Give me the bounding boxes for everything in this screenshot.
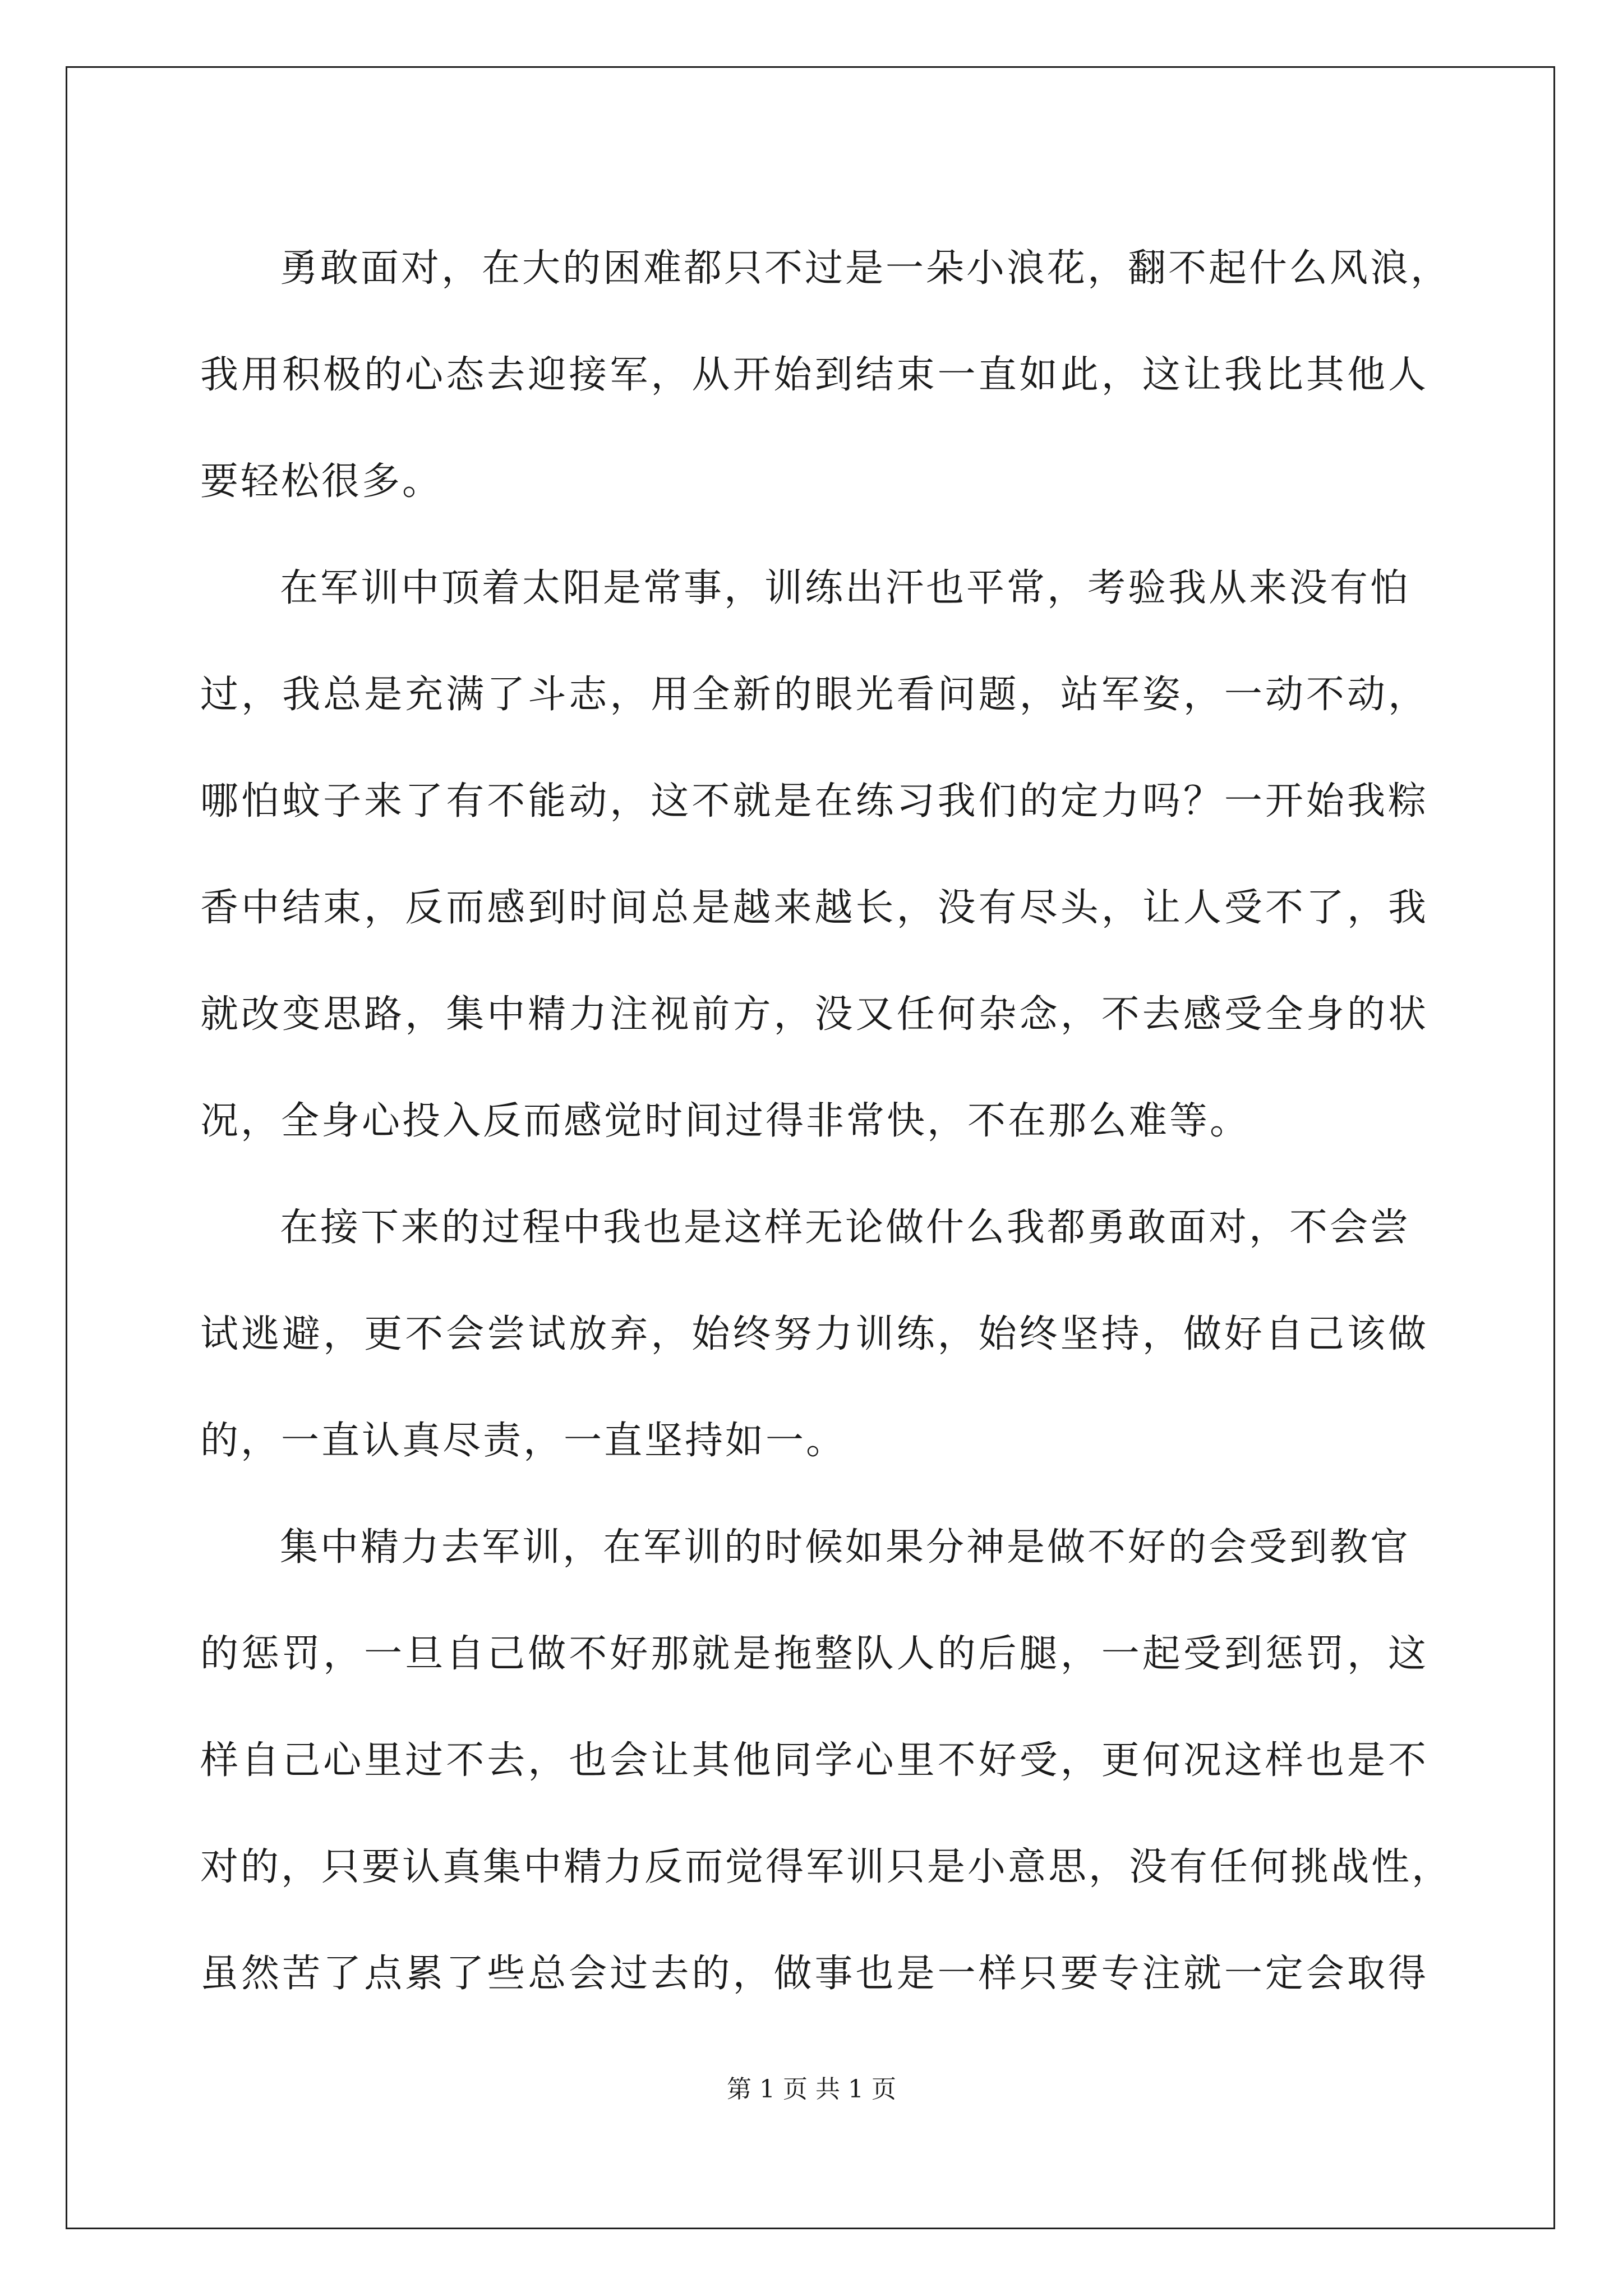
paragraph-4-line-4: 对的，只要认真集中精力反而觉得军训只是小意思，没有任何挑战性，	[200, 1845, 1453, 1889]
paragraph-2-line-2: 过，我总是充满了斗志，用全新的眼光看问题，站军姿，一动不动，	[200, 673, 1428, 717]
paragraph-2-line-3: 哪怕蚊子来了有不能动，这不就是在练习我们的定力吗？一开始我粽	[200, 779, 1428, 823]
paragraph-4-line-3: 样自己心里过不去，也会让其他同学心里不好受，更何况这样也是不	[200, 1738, 1428, 1783]
paragraph-2-line-6: 况，全身心投入反而感觉时间过得非常快，不在那么难等。	[200, 1099, 1251, 1143]
paragraph-3-line-2: 试逃避，更不会尝试放弃，始终努力训练，始终坚持，做好自己该做	[200, 1312, 1428, 1356]
paragraph-3-line-3: 的，一直认真尽责，一直坚持如一。	[200, 1419, 847, 1463]
paragraph-4-line-5: 虽然苦了点累了些总会过去的，做事也是一样只要专注就一定会取得	[200, 1952, 1428, 1996]
paragraph-1-line-3: 要轻松很多。	[200, 459, 443, 504]
paragraph-1-line-2: 我用积极的心态去迎接军，从开始到结束一直如此，这让我比其他人	[200, 353, 1428, 397]
paragraph-2-line-4: 香中结束，反而感到时间总是越来越长，没有尽头，让人受不了，我	[200, 886, 1428, 930]
paragraph-2-line-1: 在军训中顶着太阳是常事，训练出汗也平常，考验我从来没有怕	[280, 566, 1411, 610]
paragraph-2-line-5: 就改变思路，集中精力注视前方，没又任何杂念，不去感受全身的状	[200, 992, 1428, 1037]
paragraph-1-line-1: 勇敢面对，在大的困难都只不过是一朵小浪花，翻不起什么风浪，	[280, 246, 1451, 291]
paragraph-3-line-1: 在接下来的过程中我也是这样无论做什么我都勇敢面对，不会尝	[280, 1205, 1411, 1250]
page-number-footer: 第 1 页 共 1 页	[727, 2075, 896, 2104]
paragraph-4-line-2: 的惩罚，一旦自己做不好那就是拖整队人的后腿，一起受到惩罚，这	[200, 1632, 1428, 1676]
paragraph-4-line-1: 集中精力去军训，在军训的时候如果分神是做不好的会受到教官	[280, 1525, 1411, 1570]
